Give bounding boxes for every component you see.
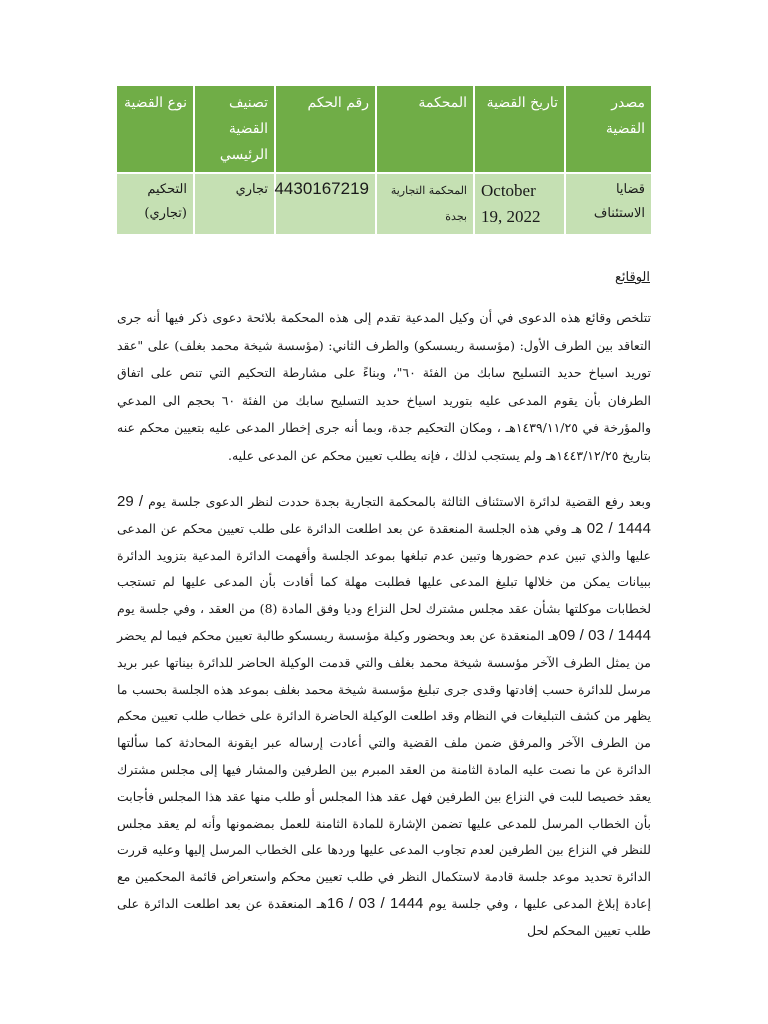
session-date-1: 29 / 02 / 1444: [117, 493, 651, 537]
cell-case-type: التحكيم (تجاري): [117, 173, 194, 234]
header-ruling-number: رقم الحكم: [275, 86, 376, 173]
cell-court: المحكمة التجارية بجدة: [376, 173, 474, 234]
facts-paragraph-1: تتلخص وقائع هذه الدعوى في أن وكيل المدعية تقدم إلى هذه المحكمة بلائحة دعوى ذكر فيها أنه جرى التعاقد بين الطرف الأول: (مؤسسة ريسسكو) والطرف الثاني: (مؤسسة شيخة محمد بغلف) على "عقد توريد اسياخ حديد التسليح سابك من الفئة ٦٠"، وبناءً على مشارطة التحكيم التي تنص على اتفاق الطرفان بأن يقوم المدعى عليه بتوريد اسياخ حديد التسليح سابك من الفئة ٦٠ بحجم الى المدعي والمؤرخة في ١٤٣٩/١١/٢٥هـ ، ومكان التحكيم جدة، وبما أنه جرى إخطار المدعى عليه بتعيين محكم عنه بتاريخ ١٤٤٣/١٢/٢٥هـ ولم يستجب لذلك ، فإنه يطلب تعيين محكم عن المدعى عليه.: [117, 310, 652, 463]
section-title-facts: الوقائع: [614, 270, 650, 285]
paragraph-2-text-e: هـ المنعقدة عن بعد اطلعت الدائرة على طلب تعيين المحكم لحل: [117, 895, 651, 938]
header-case-source: مصدر القضية: [565, 86, 651, 173]
paragraph-2-text-d: هـ المنعقدة عن بعد وبحضور وكيلة مؤسسة ريسسكو طالبة تعيين محكم فيما لم يحضر من يمثل الطرف الآخر مؤسسة شيخة محمد بغلف والتي قدمت الوكيلة الحاضر للدائرة بيناتها عبر بريد مرسل للدائرة حسب إفادتها وقدى جرى تبليغ مؤسسة شيخة محمد بغلف بموعد هذه الجلسة بحسب ما يظهر من كشف التبليغات في النظام وقد اطلعت الوكيلة الحاضرة الدائرة على خطاب طلب تعيين محكم من الطرف الآخر والمرفق ضمن ملف القضية والتي أعادت إرساله عبر ايقونة المحادثة كما سألتها الدائرة عن ما نصت عليه المادة الثامنة من العقد المبرم بين الطرفين والمشار فيها إلى مجلس مشترك يعقد خصيصا للبت في النزاع بين الطرفين فهل عقد هذا المجلس أو طلب منها عقد هذا المجلس فأجابت بأن الخطاب المرسل للمدعى عليها تضمن الإشارة للمادة الثامنة للعمل بمضمونها وأنه لم يعقد مجلس للنظر في النزاع بين الطرفين لعدم تجاوب المدعى عليها وردها على الخطاب المرسل إليها وعليه قررت الدائرة تحديد موعد جلسة قادمة لاستكمال النظر في طلب تعيين محكم واستعراض قائمة المحكمين مع إعادة إبلاغ المدعى عليها ، وفي جلسة يوم: [117, 627, 651, 911]
header-case-date: تاريخ القضية: [474, 86, 565, 173]
cell-main-classification: تجاري: [194, 173, 275, 234]
header-main-classification: تصنيف القضية الرئيسي: [194, 86, 275, 173]
cell-case-source: قضايا الاستئناف: [565, 173, 651, 234]
table-header-row: [117, 86, 651, 173]
case-summary-table: [117, 86, 651, 234]
cell-ruling-number: 4430167219: [275, 173, 376, 234]
paragraph-2-text-c: من العقد ، وفي جلسة يوم: [117, 601, 260, 617]
facts-paragraph-2: [117, 489, 651, 945]
paragraph-2-text-a: وبعد رفع القضية لدائرة الاستئناف الثالثة بالمحكمة التجارية بجدة حددت لنظر الدعوى جلسة يوم: [143, 494, 651, 509]
article-number: (8): [259, 601, 278, 617]
table-row: [117, 173, 651, 234]
cell-case-date: October 19, 2022: [474, 173, 565, 234]
session-date-3: 16 / 03 / 1444: [327, 894, 424, 912]
paragraph-2-text-b: هـ وفي هذه الجلسة المنعقدة عن بعد اطلعت الدائرة على طلب تعيين محكم عن المدعى عليها والذي تبين عدم حضورها وتبين عدم تبلغها بموعد الجلسة وأفهمت الدائرة المدعية بتزويد الدائرة ببيانات يمكن من خلالها تبليغ المدعى عليها فطلبت مهلة كما أفادت بأن المدعى عليها لم تستجب لخطابات موكلتها بشأن عقد مجلس مشترك لحل النزاع وديا وفق المادة: [117, 520, 651, 617]
session-date-2: 09 / 03 / 1444: [558, 626, 651, 644]
header-case-type: نوع القضية: [123, 95, 187, 111]
header-court: المحكمة: [376, 86, 474, 173]
